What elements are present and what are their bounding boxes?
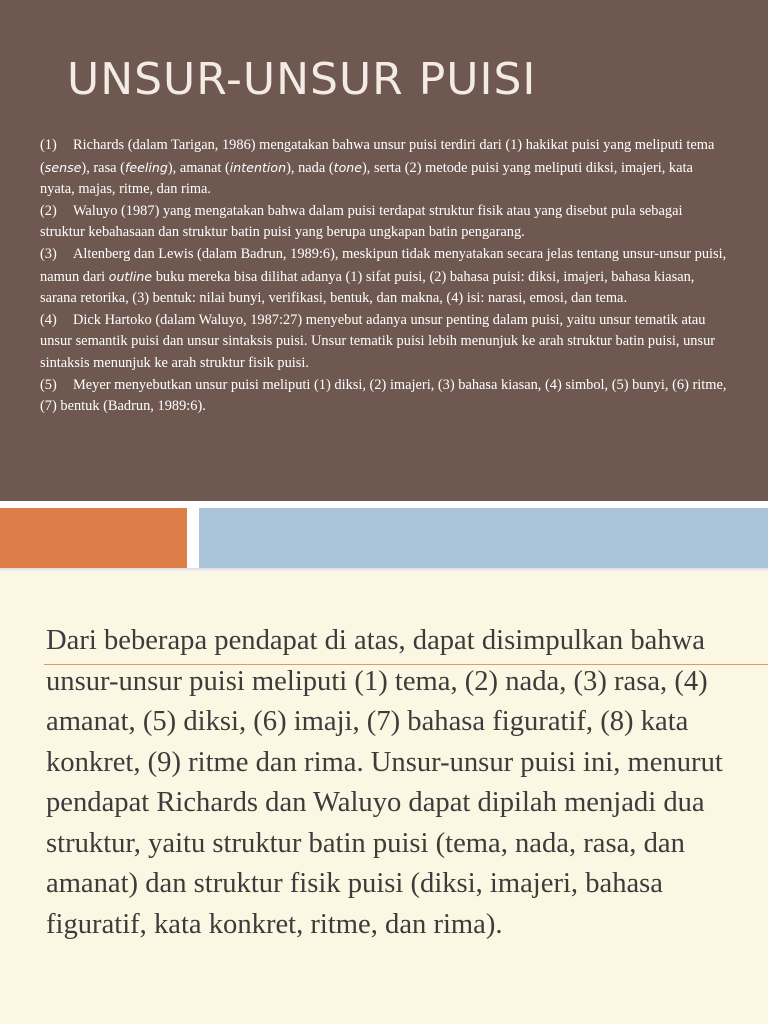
point-term-italic: intention [229,159,287,175]
point-number: (4) [40,311,57,328]
accent-band-orange [0,508,187,568]
points-list [40,135,730,418]
point-item [40,135,730,201]
point-text: Waluyo (1987) yang mengatakan bahwa dalam puisi terdapat struktur fisik atau yang disebut pula sebagai struktur kebahasaan dan struktur batin puisi yang berupa ungkapan batin pengarang. [40,202,683,241]
summary-paragraph: Dari beberapa pendapat di atas, dapat disimpulkan bahwa unsur-unsur puisi meliputi (1) tema, (2) nada, (3) rasa, (4) amanat, (5) diksi, (6) imaji, (7) bahasa figuratif, (8) kata konkret, (9) ritme dan rima. Unsur-unsur puisi ini, menurut pendapat Richards dan Waluyo dapat dipilah menjadi dua struktur, yaitu struktur batin puisi (tema, nada, rasa, dan amanat) dan struktur fisik puisi (diksi, imajeri, bahasa figuratif, kata konkret, ritme, dan rima). [46,625,723,940]
point-text: Dick Hartoko (dalam Waluyo, 1987:27) menyebut adanya unsur penting dalam puisi, yaitu unsur tematik atau unsur semantik puisi dan unsur sintaksis puisi. Unsur tematik puisi lebih menunjuk ke arah struktur batin puisi, unsur sintaksis menunjuk ke arah struktur fisik puisi. [40,311,716,371]
point-item [40,375,730,418]
point-term-italic: sense [44,159,82,175]
point-text: Meyer menyebutkan unsur puisi meliputi (1) diksi, (2) imajeri, (3) bahasa kiasan, (4) simbol, (5) bunyi, (6) ritme, (7) bentuk (Badrun, 1989:6). [40,376,727,415]
point-text: buku mereka bisa dilihat adanya (1) sifat puisi, (2) bahasa puisi: diksi, imajeri, bahasa kiasan, sarana retorika, (3) bentuk: nilai bunyi, verifikasi, bentuk, dan makna, (4) isi: narasi, emosi, dan tema. [40,268,695,307]
slide-title: UNSUR-UNSUR PUISI [67,54,537,105]
point-text: Altenberg dan Lewis (dalam Badrun, 1989:6), meskipun tidak menyatakan secara jelas tentang unsur-unsur puisi, namun dari [40,245,727,285]
point-text: ), serta (2) metode puisi yang meliputi diksi, imajeri, kata nyata, majas, ritme, dan rima. [40,159,693,198]
point-item [40,310,730,375]
point-number: (1) [40,137,57,153]
point-number: (2) [40,202,57,219]
point-term-italic: feeling [124,159,168,175]
point-number: (3) [40,245,57,262]
point-term-italic: tone [333,159,362,175]
point-item [40,201,730,244]
point-item [40,244,730,310]
title-slide-panel [0,0,768,501]
summary-panel [0,573,768,1024]
point-number: (5) [40,376,57,393]
point-text: ), nada ( [286,159,334,176]
point-text: ), rasa ( [81,159,125,176]
point-text: Richards (dalam Tarigan, 1986) mengatakan bahwa unsur puisi terdiri dari (1) hakikat puisi yang meliputi tema ( [40,137,715,176]
accent-band-blue [199,508,768,568]
point-term-italic: outline [108,268,153,284]
point-text: ), amanat ( [167,159,230,176]
